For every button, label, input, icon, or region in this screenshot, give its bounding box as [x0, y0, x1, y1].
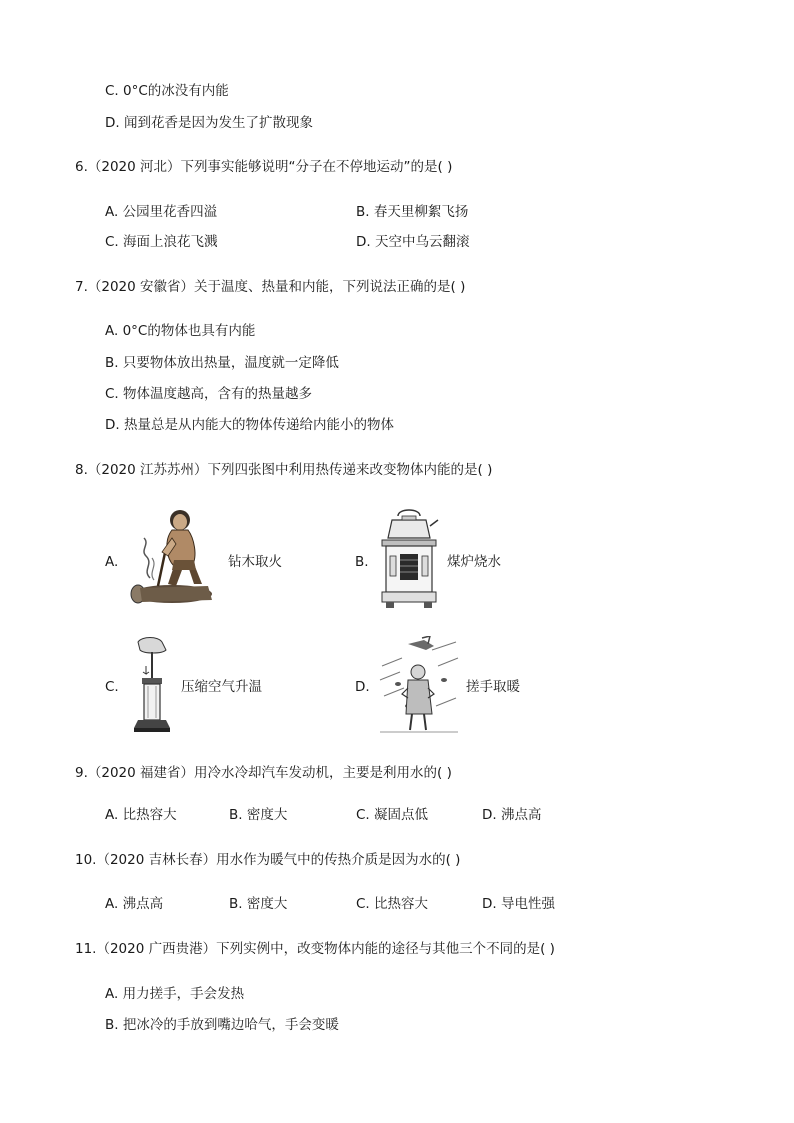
q8-option-c-letter: C. — [105, 679, 119, 695]
person-rubbing-hands-icon — [378, 636, 460, 736]
q6-option-c: C. 海面上浪花飞溅 — [105, 234, 218, 250]
q6-option-b: B. 春天里柳絮飞扬 — [356, 204, 469, 220]
q10-option-c: C. 比热容大 — [356, 896, 429, 912]
air-compression-cylinder-icon — [132, 636, 176, 736]
q7-option-d: D. 热量总是从内能大的物体传递给内能小的物体 — [105, 417, 394, 433]
q8-option-d-caption: 搓手取暖 — [466, 679, 520, 695]
question-7-stem: 7.（2020 安徽省）关于温度、热量和内能，下列说法正确的是( ) — [75, 279, 466, 295]
q6-option-a: A. 公园里花香四溢 — [105, 204, 218, 220]
person-drilling-wood-icon — [128, 508, 216, 608]
q8-option-d-letter: D. — [355, 679, 370, 695]
q10-option-d: D. 导电性强 — [482, 896, 555, 912]
q8-option-a-caption: 钻木取火 — [228, 554, 282, 570]
question-9-stem: 9.（2020 福建省）用冷水冷却汽车发动机，主要是利用水的( ) — [75, 765, 452, 781]
q7-option-c: C. 物体温度越高，含有的热量越多 — [105, 386, 313, 402]
question-6-stem: 6.（2020 河北）下列事实能够说明“分子在不停地运动”的是( ) — [75, 159, 453, 175]
q10-option-b: B. 密度大 — [229, 896, 288, 912]
q9-option-d: D. 沸点高 — [482, 807, 542, 823]
q8-option-b-caption: 煤炉烧水 — [447, 554, 501, 570]
q7-option-a: A. 0°C的物体也具有内能 — [105, 323, 256, 339]
question-10-stem: 10.（2020 吉林长春）用水作为暖气中的传热介质是因为水的( ) — [75, 852, 461, 868]
option-c: C. 0°C的冰没有内能 — [105, 83, 229, 99]
question-8-stem: 8.（2020 江苏苏州）下列四张图中利用热传递来改变物体内能的是( ) — [75, 462, 493, 478]
q9-option-b: B. 密度大 — [229, 807, 288, 823]
q8-option-b-letter: B. — [355, 554, 369, 570]
q7-option-b: B. 只要物体放出热量，温度就一定降低 — [105, 355, 339, 371]
q8-option-c-caption: 压缩空气升温 — [181, 679, 262, 695]
q10-option-a: A. 沸点高 — [105, 896, 164, 912]
q11-option-b: B. 把冰冷的手放到嘴边哈气，手会变暖 — [105, 1017, 339, 1033]
q11-option-a: A. 用力搓手，手会发热 — [105, 986, 245, 1002]
q6-option-d: D. 天空中乌云翻滚 — [356, 234, 470, 250]
question-11-stem: 11.（2020 广西贵港）下列实例中，改变物体内能的途径与其他三个不同的是( ) — [75, 941, 555, 957]
q9-option-c: C. 凝固点低 — [356, 807, 429, 823]
option-d: D. 闻到花香是因为发生了扩散现象 — [105, 115, 313, 131]
coal-stove-kettle-icon — [378, 506, 440, 610]
q9-option-a: A. 比热容大 — [105, 807, 177, 823]
q8-option-a-letter: A. — [105, 554, 119, 570]
